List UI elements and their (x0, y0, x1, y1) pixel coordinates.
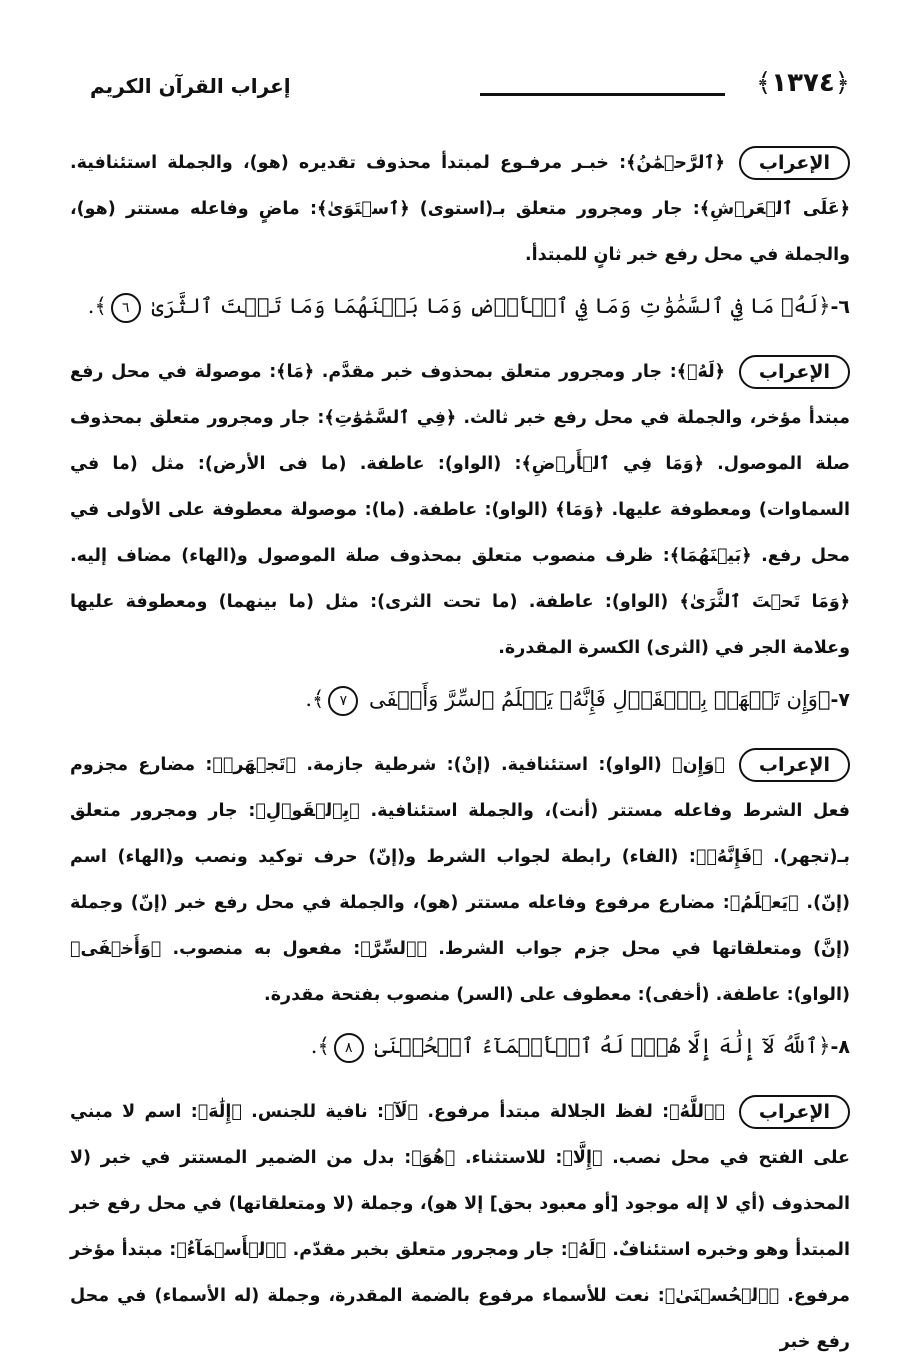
irab-label: الإعراب (739, 1095, 850, 1129)
irab-paragraph: الإعراب﴿وَإِن﴾ (الواو): استئنافية. (إنْ): شرطية جازمة. ﴿تَجۡهَرۡ﴾: مضارع مجزوم فعل الشرط وفاعله مستتر (أنت)، والجملة استئنافية. ﴿بِٱلۡقَوۡلِ﴾: جار ومجرور متعلق بـ(تجهر). ﴿فَإِنَّهُۥ﴾: (الفاء) رابطة لجواب الشرط و(إنّ) حرف توكيد ونصب و(الهاء) اسم (إنّ). ﴿يَعۡلَمُ﴾: مضارع مرفوع وفاعله مستتر (هو)، والجملة في محل رفع خبر (إنّ) وجملة (إنَّ) ومتعلقاتها في محل جزم جواب الشرط. ﴿ٱلسِّرَّ﴾: مفعول به منصوب. ﴿وَأَخۡفَى﴾ (الواو): عاطفة. (أخفى): معطوف على (السر) منصوب بفتحة مقدرة. (70, 742, 850, 1018)
verse-number: ٦- (830, 296, 850, 318)
verse-text: ﴿لَهُۥ مَا فِي ٱلسَّمَٰوَٰتِ وَمَا فِي ٱلۡأَرۡضِ وَمَا بَيۡنَهُمَا وَمَا تَحۡتَ ٱلثَّرَىٰ (151, 294, 831, 318)
irab-label: الإعراب (739, 146, 850, 180)
page-number: ﴿١٣٧٤﴾ (756, 68, 850, 98)
irab-paragraph: الإعراب﴿ٱللَّهُ﴾: لفظ الجلالة مبتدأ مرفوع. ﴿لَآ﴾: نافية للجنس. ﴿إِلَٰهَ﴾: اسم لا مبني على الفتح في محل نصب. ﴿إِلَّا﴾: للاستثناء. ﴿هُوَ﴾: بدل من الضمير المستتر في خبر (لا المحذوف (أي لا إله موجود [أو معبود بحق] إلا هو)، وجملة (لا ومتعلقاتها) في محل رفع خبر المبتدأ وهو وخبره استئنافٌ. ﴿لَهُ﴾: جار ومجرور متعلق بخبر مقدّم. ﴿ٱلۡأَسۡمَآءُ﴾: مبتدأ مؤخر مرفوع. ﴿ٱلۡحُسۡنَىٰ﴾: نعت للأسماء مرفوع بالضمة المقدرة، وجملة (له الأسماء) في محل رفع خبر (70, 1089, 850, 1365)
irab-paragraph: الإعراب﴿لَهُۥ﴾: جار ومجرور متعلق بمحذوف خبر مقدَّم. ﴿مَا﴾: موصولة في محل رفع مبتدأ مؤخر، والجملة في محل رفع خبر ثالث. ﴿فِي ٱلسَّمَٰوَٰتِ﴾: جار ومجرور متعلق بمحذوف صلة الموصول. ﴿وَمَا فِي ٱلۡأَرۡضِ﴾: (الواو): عاطفة. (ما فى الأرض): مثل (ما في السماوات) ومعطوفة عليها. ﴿وَمَا﴾ (الواو): عاطفة. (ما): موصولة معطوفة على الأولى في محل رفع. ﴿بَيۡنَهُمَا﴾: ظرف منصوب متعلق بمحذوف صلة الموصول و(الهاء) مضاف إليه. ﴿وَمَا تَحۡتَ ٱلثَّرَىٰ﴾ (الواو): عاطفة. (ما تحت الثرى): مثل (ما بينهما) ومعطوفة عليها وعلامة الجر في (الثرى) الكسرة المقدرة. (70, 349, 850, 671)
verse-number: ٧- (830, 689, 850, 711)
ayah-marker-icon: ٦ (111, 293, 141, 323)
book-title: إعراب القرآن الكريم (90, 74, 291, 98)
ayah-marker-icon: ٧ (328, 686, 358, 716)
page-content (70, 140, 850, 1365)
irab-label: الإعراب (739, 355, 850, 389)
verse-line: ٨-﴿ٱللَّهُ لَآ إِلَٰهَ إِلَّا هُوَۖ لَهُ ٱلۡأَسۡمَآءُ ٱلۡحُسۡنَىٰ ٨﴾. (70, 1018, 850, 1075)
verse-text: ﴿وَإِن تَجۡهَرۡ بِٱلۡقَوۡلِ فَإِنَّهُۥ يَعۡلَمُ ٱلسِّرَّ وَأَخۡفَى (369, 687, 831, 711)
verse-line: ٦-﴿لَهُۥ مَا فِي ٱلسَّمَٰوَٰتِ وَمَا فِي ٱلۡأَرۡضِ وَمَا بَيۡنَهُمَا وَمَا تَحۡتَ ٱلثَّرَىٰ ٦﴾. (70, 278, 850, 335)
verse-number: ٨- (830, 1036, 850, 1058)
irab-paragraph: الإعراب﴿ٱلرَّحۡمَٰنُ﴾: خبـر مرفـوع لمبتدأ محذوف تقديره (هو)، والجملة استئنافية. ﴿عَلَى ٱلۡعَرۡشِ﴾: جار ومجرور متعلق بـ(استوى) ﴿ٱسۡتَوَىٰ﴾: ماضٍ وفاعله مستتر (هو)، والجملة في محل رفع خبر ثانٍ للمبتدأ. (70, 140, 850, 278)
verse-text: ﴿ٱللَّهُ لَآ إِلَٰهَ إِلَّا هُوَۖ لَهُ ٱلۡأَسۡمَآءُ ٱلۡحُسۡنَىٰ (374, 1034, 831, 1058)
irab-label: الإعراب (739, 748, 850, 782)
page-header (60, 66, 850, 116)
verse-line: ٧-﴿وَإِن تَجۡهَرۡ بِٱلۡقَوۡلِ فَإِنَّهُۥ يَعۡلَمُ ٱلسِّرَّ وَأَخۡفَى ٧﴾. (70, 671, 850, 728)
ayah-marker-icon: ٨ (334, 1033, 364, 1063)
header-rule (480, 93, 725, 96)
